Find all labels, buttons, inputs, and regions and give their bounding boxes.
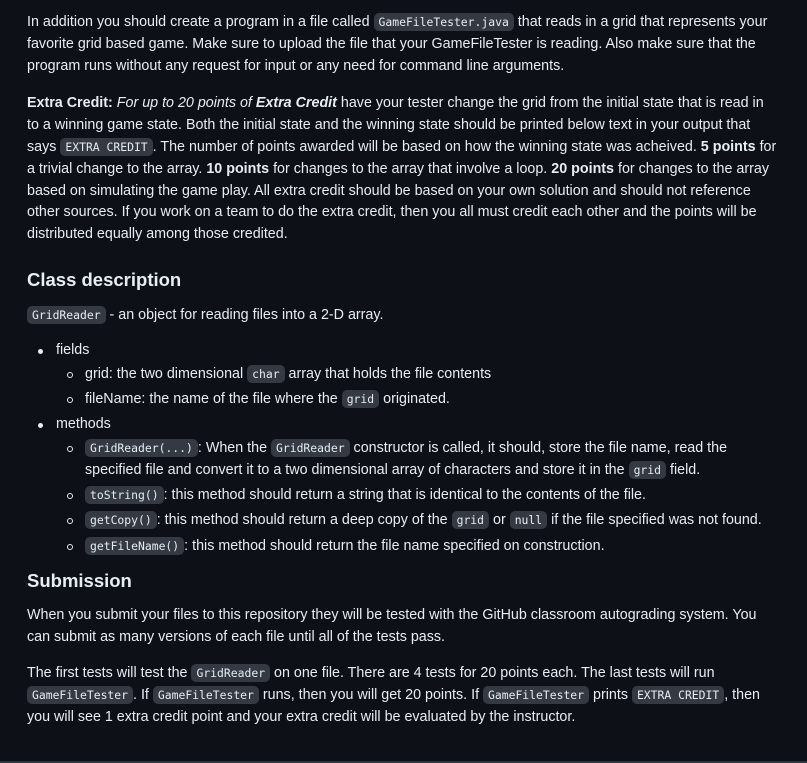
list-item-label: methods — [56, 416, 111, 433]
text-bold: 10 points — [206, 160, 270, 177]
fields-list — [56, 364, 779, 411]
submission-paragraph: When you submit your files to this repository they will be tested with the GitHub classroom autograding system. You can submit as many versions of each file until all of the tests pass. — [27, 607, 757, 646]
text: . If — [133, 686, 153, 703]
text: - an object for reading files into a 2-D array. — [105, 306, 384, 323]
tests-paragraph — [27, 663, 779, 728]
text: : this method should return the file name specified on construction. — [184, 537, 605, 554]
list-item-methods — [27, 414, 779, 557]
inline-code: GameFileTester — [483, 686, 589, 704]
text: on one file. There are 4 tests for 20 points each. The last tests will run — [270, 665, 715, 682]
inline-code: GameFileTester — [153, 686, 259, 704]
list-item — [56, 438, 779, 482]
text: : this method should return a string that is identical to the contents of the file. — [163, 487, 646, 504]
inline-code: char — [247, 365, 284, 383]
list-item — [56, 510, 779, 532]
list-item — [56, 485, 779, 507]
inline-code: GameFileTester — [27, 686, 133, 704]
text: array that holds the file contents — [284, 365, 492, 382]
text: In addition you should create a program in a file called — [27, 14, 374, 30]
inline-code: GridReader(...) — [85, 439, 198, 457]
text-bold-italic: Extra Credit — [255, 95, 337, 112]
list-item — [56, 389, 779, 411]
inline-code: grid — [342, 390, 379, 408]
extra-credit-label: Extra Credit: — [27, 95, 113, 112]
inline-code: toString() — [85, 486, 164, 504]
inline-code: getFileName() — [85, 537, 184, 555]
intro-paragraph — [27, 12, 779, 77]
inline-code: null — [510, 511, 547, 529]
text: constructor is called, it should, store the file name, read the specified file and convert it to a two dimensional array of characters and store it in the — [85, 439, 728, 478]
class-summary — [27, 305, 779, 327]
list-item — [56, 364, 779, 386]
list-item-fields — [27, 340, 779, 411]
markdown-body — [27, 12, 779, 728]
text: for a trivial change to the array. — [27, 138, 777, 177]
text: originated. — [379, 390, 450, 407]
inline-code: GameFileTester.java — [374, 13, 514, 31]
text: , then you will see 1 extra credit point and your extra credit will be evaluated by the instructor. — [27, 686, 761, 725]
inline-code: EXTRA CREDIT — [60, 138, 152, 156]
text: for changes to the array that involve a loop. — [269, 160, 552, 177]
text: : this method should return a deep copy of the — [156, 512, 452, 529]
text: : When the — [197, 439, 271, 456]
inline-code: GridReader — [271, 439, 350, 457]
text: for changes to the array based on simulating the game play. All extra credit should be based on your own solution and should not reference other sources. If you work on a team to do the extra credit, then you all must credit each other and the points will be distributed equally among those credited. — [27, 160, 769, 243]
inline-code: GridReader — [27, 306, 106, 324]
inline-code: GridReader — [191, 664, 270, 682]
text: have your tester change the grid from the initial state that is read in to a winning game state. Both the initial state and the winning state should be printed below text in your output that says — [27, 95, 764, 155]
text: . The number of points awarded will be based on how the winning state was acheived. — [152, 138, 701, 155]
text-bold: 5 points — [700, 138, 756, 155]
text-italic: For up to 20 points of — [112, 95, 256, 112]
text: runs, then you will get 20 points. If — [258, 686, 484, 703]
methods-list — [56, 438, 779, 557]
text: or — [489, 512, 510, 529]
inline-code: grid — [629, 461, 666, 479]
inline-code: EXTRA CREDIT — [632, 686, 724, 704]
class-description-heading: Class description — [27, 268, 182, 290]
list-item — [56, 536, 779, 558]
submission-heading: Submission — [27, 570, 132, 592]
inline-code: grid — [452, 511, 489, 529]
text: fileName: the name of the file where the — [85, 390, 342, 407]
text: The first tests will test the — [27, 665, 192, 682]
text: grid: the two dimensional — [85, 365, 248, 382]
text: field. — [666, 461, 701, 478]
list-item-label: fields — [56, 341, 90, 358]
text-bold: 20 points — [551, 160, 615, 177]
text: that reads in a grid that represents your favorite grid based game. Make sure to upload the file that your GameFileTester is reading. Also make sure that the program runs without any request for input or any need for command line arguments. — [27, 14, 768, 74]
text: prints — [589, 686, 632, 703]
text: if the file specified was not found. — [547, 512, 762, 529]
inline-code: getCopy() — [85, 511, 157, 529]
class-members-list — [27, 340, 779, 558]
extra-credit-paragraph — [27, 93, 779, 246]
